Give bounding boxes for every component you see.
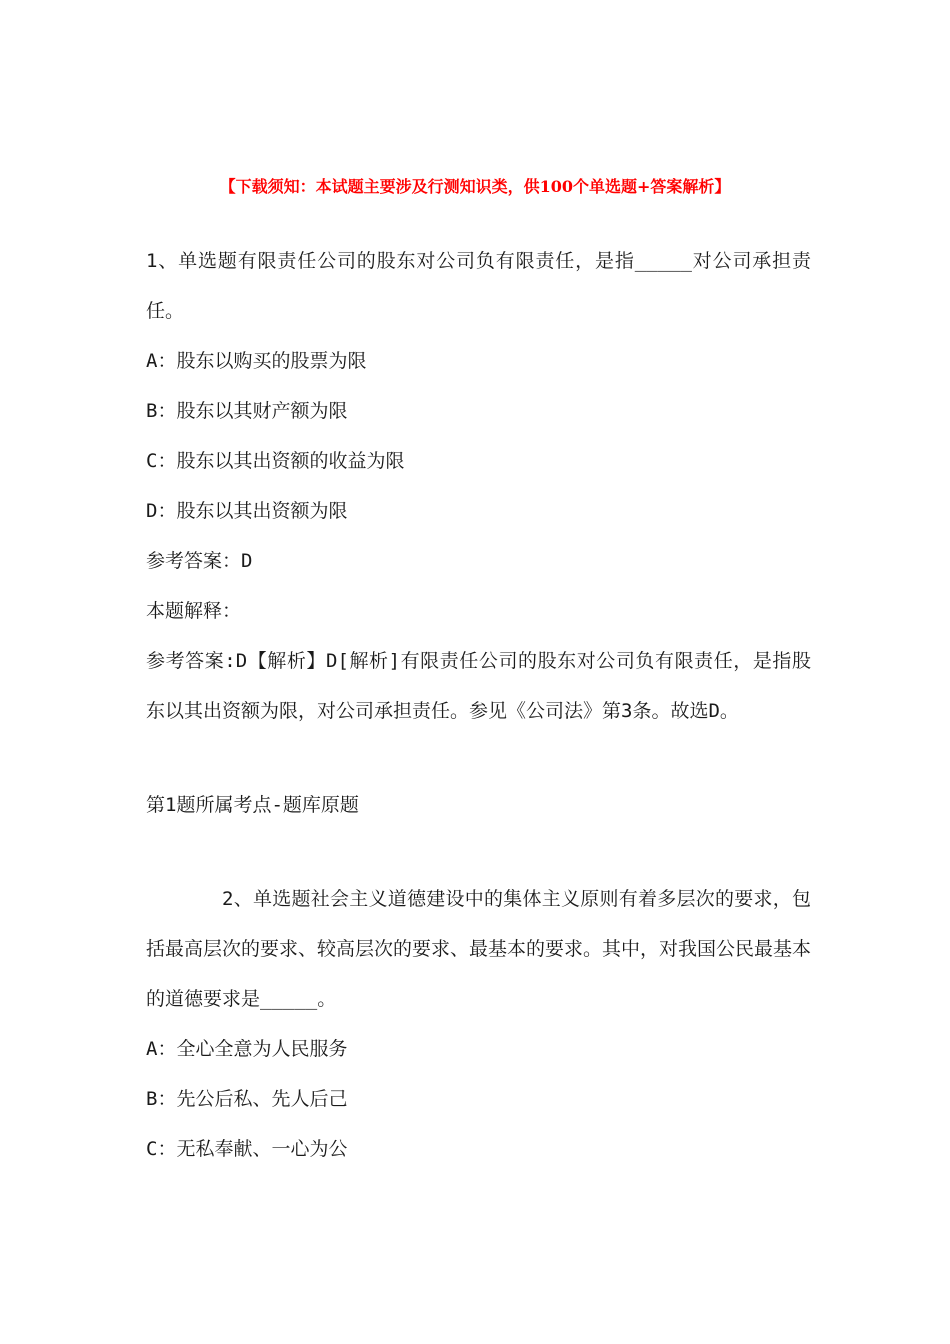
question-2-option-c: C：无私奉献、一心为公 (146, 1138, 348, 1160)
question-2-option-b: B：先公后私、先人后己 (146, 1088, 348, 1110)
spacer (146, 736, 811, 780)
question-1-option-b: B：股东以其财产额为限 (146, 400, 348, 422)
question-1-option-a: A：股东以购买的股票为限 (146, 350, 367, 372)
question-1-answer: 参考答案：D (146, 550, 253, 572)
question-1-stem: 1、单选题有限责任公司的股东对公司负有限责任，是指_____对公司承担责任。 (146, 250, 811, 322)
question-1-explanation: 参考答案:D【解析】D[解析]有限责任公司的股东对公司负有限责任，是指股东以其出资额为限，对公司承担责任。参见《公司法》第3条。故选D。 (146, 650, 811, 722)
spacer (146, 830, 811, 874)
question-2-stem: 2、单选题社会主义道德建设中的集体主义原则有着多层次的要求，包括最高层次的要求、较高层次的要求、最基本的要求。其中，对我国公民最基本的道德要求是_____。 (146, 888, 812, 1010)
question-1-option-c: C：股东以其出资额的收益为限 (146, 450, 405, 472)
question-1-option-d: D：股东以其出资额为限 (146, 500, 348, 522)
question-2-option-a: A：全心全意为人民服务 (146, 1038, 348, 1060)
download-notice: 【下载须知：本试题主要涉及行测知识类，供100个单选题+答案解析】 (219, 177, 731, 196)
question-1-explain-label: 本题解释： (146, 600, 242, 622)
question-content (146, 236, 811, 1174)
question-1-topic: 第1题所属考点-题库原题 (146, 794, 359, 816)
